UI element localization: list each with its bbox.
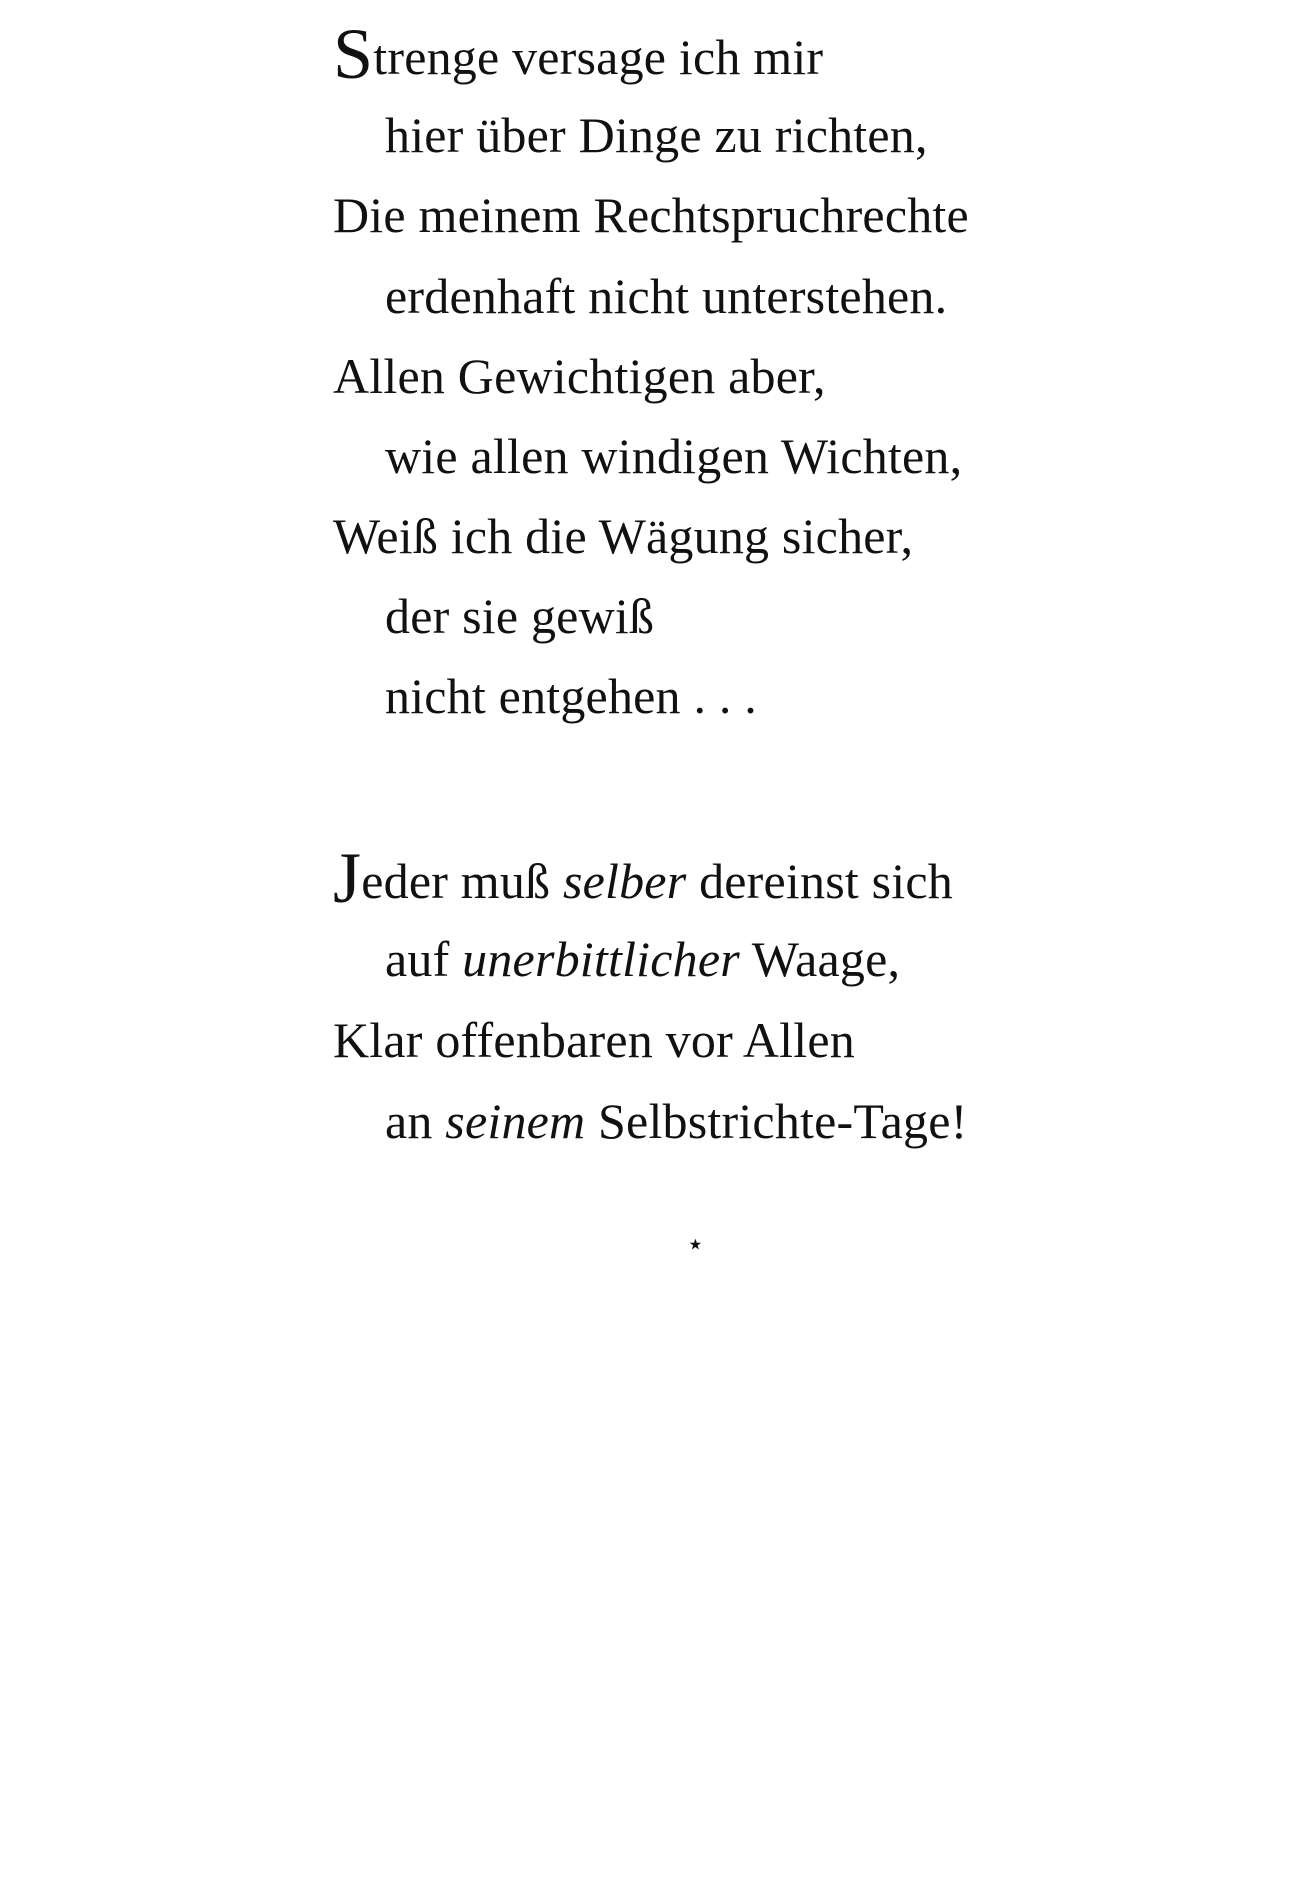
emphasis-text: selber (562, 853, 687, 909)
line-text: trenge versage ich mir (373, 29, 824, 85)
line-text: eder muß (361, 853, 563, 909)
poem-line: Weiß ich die Wägung sicher, (333, 508, 914, 564)
poem-line (333, 838, 953, 918)
poem-line: nicht entgehen . . . (385, 668, 757, 724)
poem-line (385, 929, 900, 989)
initial-letter: J (333, 838, 362, 918)
emphasis-text: unerbittlicher (462, 931, 740, 987)
line-text: Waage, (739, 931, 901, 987)
poem-line (385, 1091, 967, 1151)
star-ornament: ⋆ (686, 1227, 705, 1262)
line-text: auf (385, 931, 463, 987)
poem-line: hier über Dinge zu richten, (385, 107, 928, 163)
line-text: Selbstrichte-Tage! (585, 1093, 968, 1149)
emphasis-text: seinem (445, 1093, 586, 1149)
poem-line: Allen Gewichtigen aber, (333, 348, 826, 404)
poem-line: Klar offenbaren vor Allen (333, 1012, 855, 1068)
line-text: an (385, 1093, 446, 1149)
poem-line: Die meinem Rechtspruchrechte (333, 187, 969, 243)
poem-line: wie allen windigen Wichten, (385, 428, 963, 484)
poem-line (333, 14, 824, 94)
initial-letter: S (333, 14, 374, 94)
line-text: dereinst sich (686, 853, 953, 909)
poem-line: erdenhaft nicht unterstehen. (385, 268, 948, 324)
poem-line: der sie gewiß (385, 588, 655, 644)
